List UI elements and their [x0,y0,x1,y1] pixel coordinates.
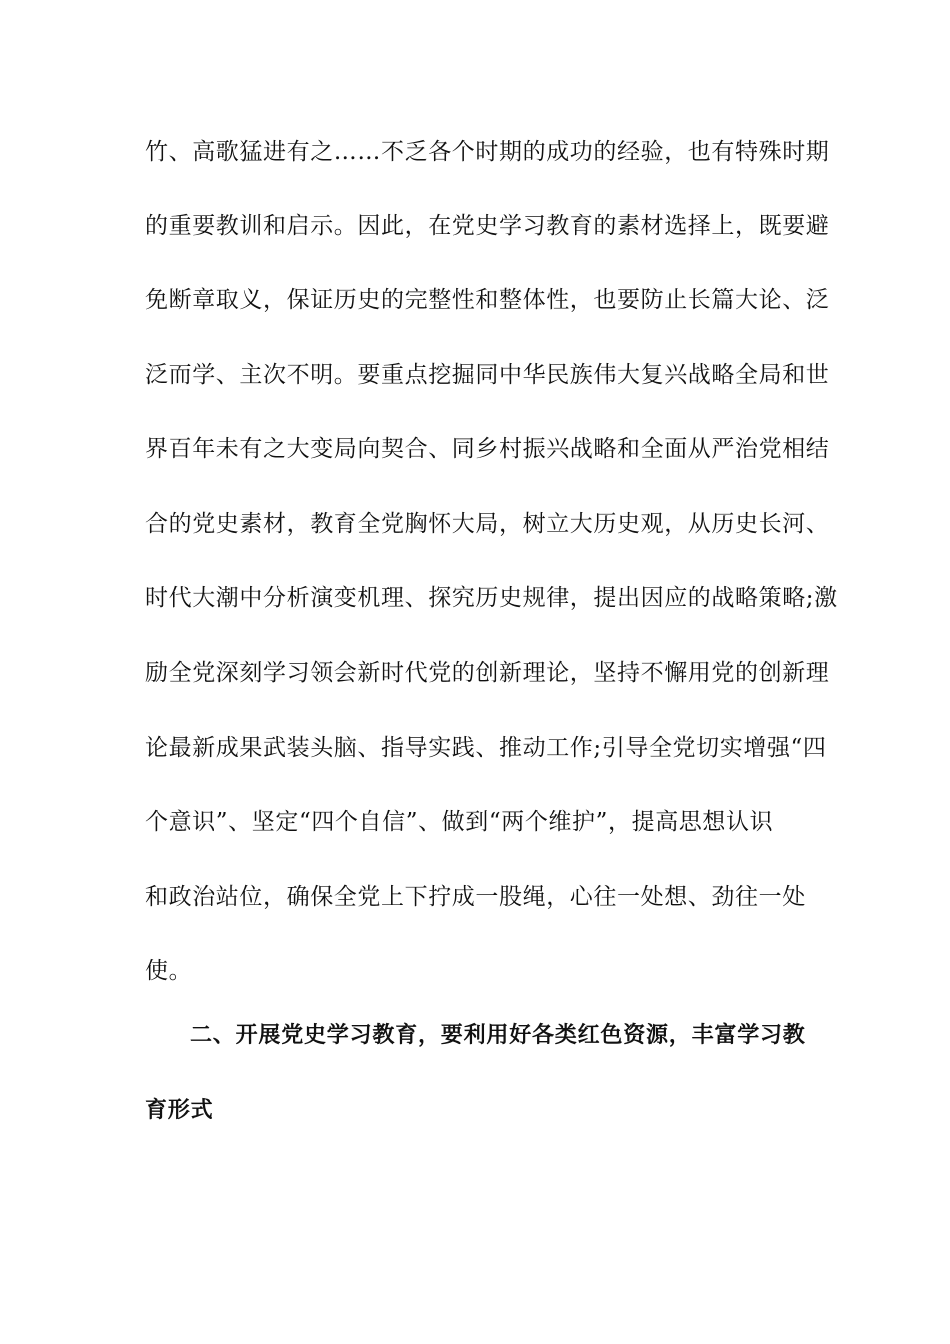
paragraph-line-11: 和政治站位，确保全党上下拧成一股绳，心往一处想、劲往一处 [145,884,806,910]
paragraph-line-4: 泛而学、主次不明。要重点挖掘同中华民族伟大复兴战略全局和世 [145,362,830,388]
paragraph-line-8: 励全党深刻学习领会新时代党的创新理论，坚持不懈用党的创新理 [145,660,830,686]
paragraph-line-12: 使。 [145,958,193,984]
paragraph-line-7: 时代大潮中分析演变机理、探究历史规律，提出因应的战略策略;激 [145,585,838,611]
paragraph-line-10: 个意识”、坚定“四个自信”、做到“两个维护”，提高思想认识 [145,809,774,835]
paragraph-line-6: 合的党史素材，教育全党胸怀大局，树立大历史观，从历史长河、 [145,511,830,537]
paragraph-line-1: 竹、高歌猛进有之……不乏各个时期的成功的经验，也有特殊时期 [145,139,830,165]
paragraph-line-3: 免断章取义，保证历史的完整性和整体性，也要防止长篇大论、泛 [145,287,830,313]
section-heading-line-1: 二、开展党史学习教育，要利用好各类红色资源，丰富学习教 [190,1023,806,1048]
paragraph-line-5: 界百年未有之大变局向契合、同乡村振兴战略和全面从严治党相结 [145,436,830,462]
paragraph-line-9: 论最新成果武装头脑、指导实践、推动工作;引导全党切实增强“四 [145,735,827,761]
paragraph-line-2: 的重要教训和启示。因此，在党史学习教育的素材选择上，既要避 [145,213,830,239]
section-heading-line-2: 育形式 [145,1098,214,1123]
